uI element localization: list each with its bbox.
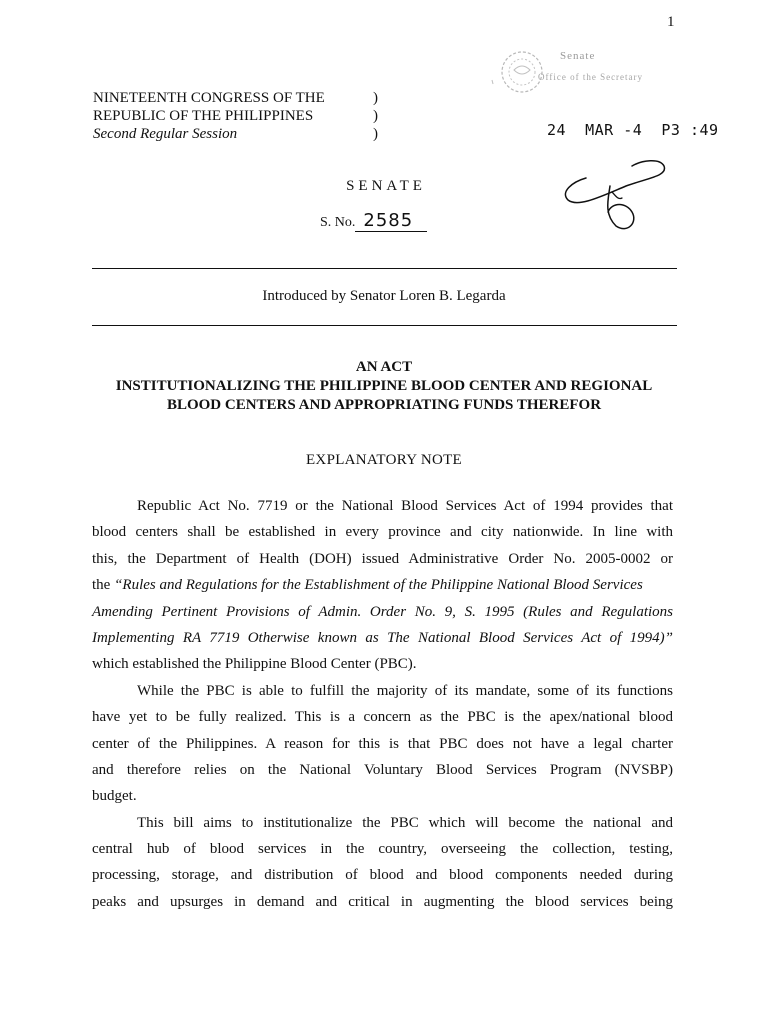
act-title-line-1: AN ACT [355, 359, 413, 375]
paragraph-1-line-2: blood centers shall be established in every province and city nationwide. In line with [92, 524, 673, 541]
paragraph-1-line-7: which established the Philippine Blood Center (PBC). [92, 656, 417, 673]
explanatory-note-heading: EXPLANATORY NOTE [305, 452, 463, 468]
paragraph-1-line-5: Amending Pertinent Provisions of Admin. Order No. 9, S. 1995 (Rules and Regulations [92, 603, 673, 620]
stamp-text-office: Office of the Secretary [538, 72, 644, 82]
page-number: 1 [667, 14, 675, 30]
paragraph-1-line-4-italic: “Rules and Regulations for the Establishment of the Philippine National Blood Services [114, 577, 643, 594]
act-title-line-2: INSTITUTIONALIZING THE PHILIPPINE BLOOD CENTER AND REGIONAL [115, 378, 653, 394]
paragraph-3-line-1: This bill aims to institutionalize the PBC which will become the national and [137, 814, 673, 831]
header-parentheses [373, 89, 378, 143]
paragraph-2-line-3: center of the Philippines. A reason for this is that PBC does not have a legal charter [92, 735, 673, 752]
senate-label: SENATE [346, 178, 426, 194]
paren-3: ) [373, 126, 378, 142]
paragraph-1-line-4-lead: the [92, 577, 115, 594]
paragraph-1-line-1: Republic Act No. 7719 or the National Blood Services Act of 1994 provides that [137, 498, 673, 514]
act-title-line-3: BLOOD CENTERS AND APPROPRIATING FUNDS THEREFOR [166, 397, 602, 413]
divider-bottom [92, 325, 677, 326]
divider-top [92, 268, 677, 269]
introduced-by: Introduced by Senator Loren B. Legarda [262, 288, 506, 304]
paragraph-3-line-2: central hub of blood services in the country, overseeing the collection, testing, [92, 841, 673, 858]
paragraph-1-line-3: this, the Department of Health (DOH) issued Administrative Order No. 2005-0002 or [92, 550, 673, 567]
paren-2: ) [373, 108, 378, 124]
paren-1: ) [373, 90, 378, 106]
paragraph-2-line-5: budget. [92, 788, 137, 805]
bill-prefix: S. No. [320, 215, 356, 230]
paragraph-1-line-4 [92, 572, 673, 598]
receipt-time-stamp: 24 MAR -4 P3 :49 [547, 121, 719, 139]
explanatory-note-body [92, 493, 673, 915]
act-title [0, 358, 768, 415]
bill-number: 2585 [355, 211, 427, 232]
paragraph-3-line-4: peaks and upsurges in demand and critical in augmenting the blood services being [92, 893, 673, 910]
paragraph-1-line-6: Implementing RA 7719 Otherwise known as The National Blood Services Act of 1994)” [92, 629, 673, 646]
session-line: Second Regular Session [93, 126, 238, 142]
congress-line-2: REPUBLIC OF THE PHILIPPINES [93, 108, 314, 124]
paragraph-2-line-4: and therefore relies on the National Voluntary Blood Services Program (NVSBP) [92, 761, 673, 778]
handwritten-signature-icon [552, 156, 676, 236]
paragraph-2-line-1: While the PBC is able to fulfill the majority of its mandate, some of its functions [137, 682, 673, 699]
bill-number-line [320, 211, 427, 232]
congress-line-1: NINETEENTH CONGRESS OF THE [93, 90, 325, 106]
congress-header [93, 89, 325, 143]
paragraph-2-line-2: have yet to be fully realized. This is a concern as the PBC is the apex/national blood [92, 709, 673, 726]
paragraph-3-line-3: processing, storage, and distribution of blood and blood components needed during [92, 867, 673, 884]
stamp-text-senate: Senate [560, 50, 596, 62]
